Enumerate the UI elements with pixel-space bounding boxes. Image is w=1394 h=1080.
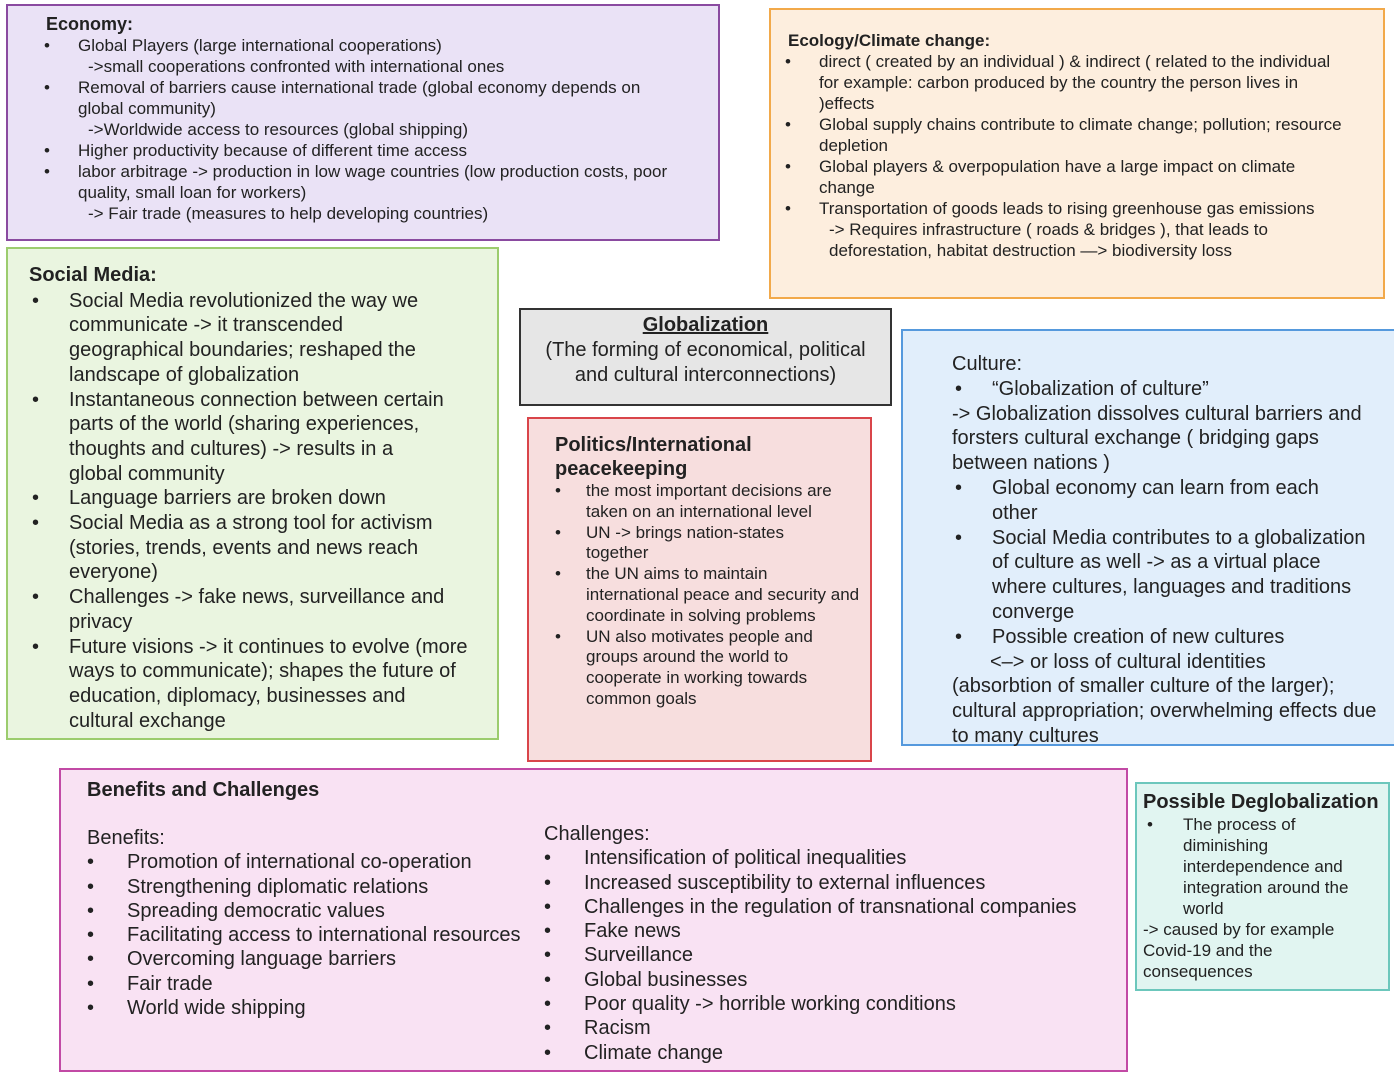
economy-list <box>46 35 718 224</box>
list-item: • Poor quality -> horrible working conditions <box>544 992 1077 1016</box>
list-item: • World wide shipping <box>87 996 521 1020</box>
list-item: • “Globalization of culture” <box>952 377 1394 402</box>
list-item: • Social Media as a strong tool for activism (stories, trends, events and news reach everyone) <box>29 511 444 585</box>
list-item: • Surveillance <box>544 943 1077 967</box>
culture-paragraph: -> Globalization dissolves cultural barriers and forsters cultural exchange ( bridging gaps between nations ) <box>952 402 1362 475</box>
list-item: • Transportation of goods leads to rising greenhouse gas emissions -> Requires infrastructure ( roads & bridges ), that leads to deforestation, habitat destruction —> biodiversity loss <box>788 198 1339 261</box>
globalization-box <box>519 308 892 406</box>
list-item: • the UN aims to maintain international peace and security and coordinate in solving problems <box>555 564 861 626</box>
list-item: • Global supply chains contribute to climate change; pollution; resource depletion <box>788 114 1389 156</box>
globalization-title: Globalization <box>642 314 769 336</box>
economy-box <box>6 4 720 241</box>
list-item: • Language barriers are broken down <box>29 486 489 511</box>
list-item: • Increased susceptibility to external influences <box>544 871 1077 895</box>
politics-title: Politics/International peacekeeping <box>555 434 752 480</box>
globalization-subtitle: (The forming of economical, political and cultural interconnections) <box>545 339 866 386</box>
list-item: • Overcoming language barriers <box>87 947 521 971</box>
challenges-list <box>544 846 1077 1065</box>
list-item: • Possible creation of new cultures <box>952 625 1392 650</box>
benefits-label: Benefits: <box>87 827 165 849</box>
culture-line: <–> or loss of cultural identities <box>990 650 1266 673</box>
list-item: • labor arbitrage -> production in low wage countries (low production costs, poor quality, small loan for workers) -> Fair trade (measures to help developing countries) <box>46 161 678 224</box>
culture-list <box>952 377 1394 402</box>
list-item: • Promotion of international co-operation <box>87 850 521 874</box>
social-media-title: Social Media: <box>29 264 157 286</box>
social-media-list <box>29 289 489 734</box>
list-item: • The process of diminishing interdependence and integration around the world <box>1143 814 1368 919</box>
deglobalization-list <box>1143 814 1388 919</box>
challenges-label: Challenges: <box>544 823 650 845</box>
list-item: • Global businesses <box>544 968 1077 992</box>
economy-title: Economy: <box>46 14 134 34</box>
list-item: • Spreading democratic values <box>87 899 521 923</box>
ecology-box <box>769 8 1385 299</box>
deglobalization-title: Possible Deglobalization <box>1143 791 1379 813</box>
list-item: • Global players & overpopulation have a large impact on climate change <box>788 156 1339 198</box>
benefits-list <box>87 850 521 1020</box>
benefits-challenges-box <box>59 768 1128 1072</box>
list-item: • Intensification of political inequalities <box>544 846 1077 870</box>
list-item: • UN also motivates people and groups around the world to cooperate in working towards common goals <box>555 627 851 710</box>
list-item: • direct ( created by an individual ) & indirect ( related to the individual for example: carbon produced by the country the person lives in )effects <box>788 51 1349 114</box>
list-item: • Global economy can learn from each other <box>952 476 1352 526</box>
list-item: • Challenges -> fake news, surveillance and privacy <box>29 585 469 634</box>
deglobalization-box <box>1135 782 1390 991</box>
list-item: • Strengthening diplomatic relations <box>87 875 521 899</box>
politics-box <box>527 417 872 762</box>
list-item: • Fake news <box>544 919 1077 943</box>
list-item: • Higher productivity because of different time access <box>46 140 718 161</box>
benefits-column <box>87 826 521 1020</box>
list-item: • Future visions -> it continues to evolve (more ways to communicate); shapes the future of education, diplomacy, businesses and cultural exchange <box>29 635 474 734</box>
culture-box <box>901 329 1394 746</box>
ecology-list <box>788 51 1383 261</box>
politics-list <box>555 481 860 710</box>
culture-paragraph: (absorbtion of smaller culture of the larger); cultural appropriation; overwhelming effects due to many cultures <box>952 675 1377 747</box>
list-item: • Facilitating access to international resources <box>87 923 521 947</box>
ecology-title: Ecology/Climate change: <box>788 31 991 50</box>
deglobalization-note: -> caused by for example Covid-19 and the consequences <box>1143 920 1335 981</box>
benefits-challenges-title: Benefits and Challenges <box>87 779 320 801</box>
culture-title: Culture: <box>952 353 1023 375</box>
list-item: • Racism <box>544 1016 1077 1040</box>
list-item: • Instantaneous connection between certain parts of the world (sharing experiences, thoughts and cultures) -> results in a global community <box>29 388 444 487</box>
list-item: • Global Players (large international cooperations) ->small cooperations confronted with international ones <box>46 35 718 77</box>
challenges-column <box>544 822 1077 1065</box>
list-item: • Climate change <box>544 1041 1077 1065</box>
list-item: • Fair trade <box>87 972 521 996</box>
social-media-box <box>6 247 499 740</box>
list-item: • Social Media revolutionized the way we communicate -> it transcended geographical boundaries; reshaped the landscape of globalization <box>29 289 444 388</box>
list-item: • Removal of barriers cause international trade (global economy depends on global community) ->Worldwide access to resources (global shipping) <box>46 77 678 140</box>
list-item: • Challenges in the regulation of transnational companies <box>544 895 1077 919</box>
list-item: • UN -> brings nation-states together <box>555 523 816 565</box>
culture-list <box>952 476 1392 650</box>
list-item: • Social Media contributes to a globalization of culture as well -> as a virtual place where cultures, languages and traditions converge <box>952 526 1372 625</box>
list-item: • the most important decisions are taken on an international level <box>555 481 855 523</box>
